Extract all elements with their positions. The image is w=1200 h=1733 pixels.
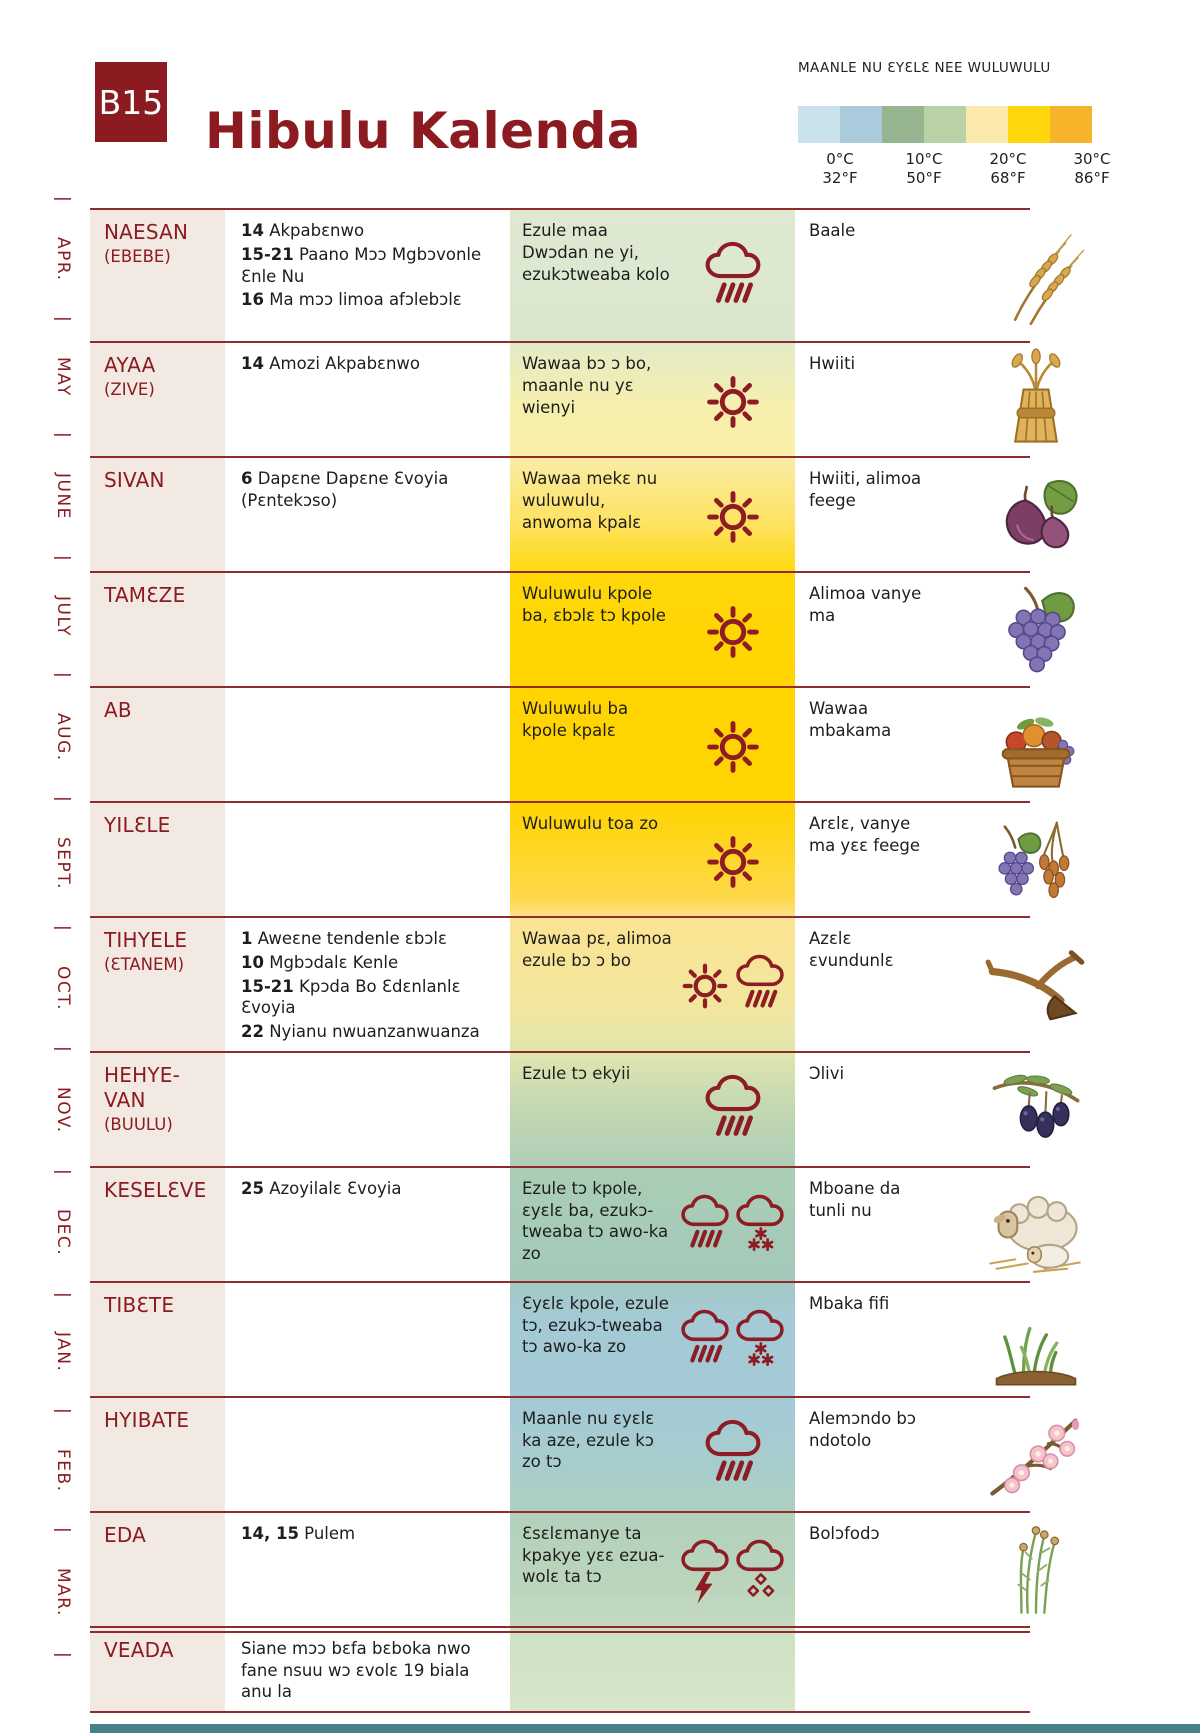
month-name: HYIBATE (104, 1407, 190, 1432)
month-alt-name: (ZIVE) (104, 380, 155, 399)
sprouts-image (984, 1287, 1088, 1391)
weather-cell (510, 1168, 795, 1281)
events-cell (225, 1168, 510, 1281)
side-month-strip (48, 196, 78, 1658)
events-cell (225, 1283, 510, 1396)
side-month-label: FEB. (53, 1448, 73, 1493)
table-row (90, 1628, 1030, 1713)
table-row (90, 1513, 1030, 1628)
month-name: VEADA (104, 1637, 174, 1662)
sheep-image (984, 1172, 1088, 1276)
weather-cell (510, 210, 795, 341)
weather-icons (674, 1178, 791, 1275)
rain-icon (701, 1072, 765, 1150)
month-name: AB (104, 698, 132, 722)
side-month-label: SEPT. (53, 837, 73, 891)
legend-title: MAANLE NU ƐYƐLƐ NEE WULUWULU (798, 60, 1051, 76)
month-cell (90, 918, 225, 1051)
events-cell (225, 1398, 510, 1511)
side-tick: | (53, 196, 73, 202)
produce-cell (795, 343, 1030, 456)
legend-swatch (966, 106, 1008, 143)
events-cell (225, 1513, 510, 1626)
month-alt-name: (ƐTANEM) (104, 955, 185, 974)
side-tick: | (53, 1652, 73, 1658)
month-name: EDA (104, 1522, 146, 1547)
side-tick: | (53, 1291, 73, 1298)
side-tick: | (53, 1527, 73, 1534)
sun-icon (701, 363, 765, 441)
weather-cell (510, 1513, 795, 1626)
events-cell (225, 1053, 510, 1166)
month-cell (90, 1398, 225, 1511)
events-cell (225, 343, 510, 456)
events-cell (225, 803, 510, 916)
legend-tick-label: 20°C 68°F (989, 150, 1027, 187)
weather-description: Wawaa mekɛ nu wuluwulu, anwoma kpalɛ (522, 469, 658, 532)
events-cell (225, 573, 510, 686)
produce-cell (795, 1053, 1030, 1166)
snow-icon (733, 1191, 787, 1261)
month-alt-name: (EBEBE) (104, 247, 171, 266)
weather-icons (674, 220, 791, 335)
produce-description: Alimoa vanye ma (809, 584, 922, 625)
produce-image-wrap (984, 1172, 1088, 1276)
olives-image (984, 1057, 1088, 1161)
sun-icon (701, 823, 765, 901)
weather-cell (510, 1283, 795, 1396)
flax-image (984, 1517, 1088, 1621)
rain-icon (733, 951, 787, 1021)
produce-cell (795, 458, 1030, 571)
legend-swatch (924, 106, 966, 143)
table-row (90, 1053, 1030, 1168)
produce-cell (795, 918, 1030, 1051)
event-item: 16 Ma mɔɔ limoa afɔlebɔlɛ (241, 290, 462, 310)
figs-image (984, 463, 1088, 567)
event-item: 6 Dapɛne Dapɛne Ɛvoyia (Pɛntekɔso) (241, 469, 449, 510)
almond-blossom-image (984, 1402, 1088, 1506)
month-alt-name: (BUULU) (104, 1114, 173, 1134)
side-tick: | (53, 925, 73, 931)
month-cell (90, 803, 225, 916)
weather-cell (510, 1053, 795, 1166)
month-cell (90, 1168, 225, 1281)
table-row (90, 210, 1030, 343)
side-month-label: JULY (53, 595, 73, 637)
produce-cell (795, 1628, 1030, 1711)
weather-description: Wuluwulu ba kpole kpalɛ (522, 699, 629, 740)
table-row (90, 343, 1030, 458)
events-cell (225, 458, 510, 571)
side-tick: | (53, 554, 73, 561)
produce-description: Hwiiti (809, 354, 856, 373)
weather-icons (674, 1408, 791, 1505)
temperature-legend (798, 60, 1111, 192)
weather-icons (674, 1293, 791, 1390)
produce-image-wrap (984, 1287, 1088, 1391)
events-cell (225, 210, 510, 341)
weather-cell (510, 688, 795, 801)
table-row (90, 1168, 1030, 1283)
side-month-label: AUG. (53, 712, 73, 762)
legend-bar (798, 106, 1092, 143)
event-item: 14 Amozi Akpabɛnwo (241, 354, 421, 373)
produce-image-wrap (984, 693, 1088, 797)
side-tick: | (53, 671, 73, 678)
weather-icons (674, 1638, 791, 1705)
produce-cell (795, 1283, 1030, 1396)
weather-description: Ezule tɔ ekyii (522, 1063, 631, 1083)
weather-description: Wuluwulu toa zo (522, 814, 659, 833)
produce-image-wrap (984, 348, 1088, 452)
rain-icon (678, 1306, 732, 1376)
produce-description: Ɔlivi (809, 1063, 845, 1083)
weather-icons (674, 698, 791, 795)
weather-cell (510, 1628, 795, 1711)
weather-description: Ɛyɛlɛ kpole, ezule tɔ, ezukɔ-tweaba tɔ awo-ka zo (522, 1293, 669, 1357)
grapes-dates-image (984, 808, 1088, 912)
produce-cell (795, 210, 1030, 341)
side-month-label: APR. (53, 236, 73, 282)
produce-image-wrap (984, 932, 1088, 1036)
month-cell (90, 210, 225, 341)
side-tick: | (53, 316, 73, 323)
weather-description: Ezule tɔ kpole, ɛyɛlɛ ba, ezukɔ-tweaba tɔ awo-ka zo (522, 1178, 669, 1264)
month-cell (90, 1628, 225, 1711)
weather-description: Wawaa bɔ ɔ bo, maanle nu yɛ wienyi (522, 354, 652, 417)
produce-description: Mboane da tunli nu (809, 1178, 901, 1220)
legend-swatch (1008, 106, 1050, 143)
weather-icons (674, 1063, 791, 1160)
produce-image-wrap (984, 1402, 1088, 1506)
side-tick: | (53, 1046, 73, 1052)
weather-cell (510, 573, 795, 686)
month-name: YILƐLE (104, 813, 171, 837)
weather-description: Wuluwulu kpole ba, ɛbɔlɛ tɔ kpole (522, 584, 666, 625)
month-name: TAMƐZE (104, 583, 186, 607)
fruit-basket-image (984, 693, 1088, 797)
table-row (90, 803, 1030, 918)
weather-icons (674, 813, 791, 910)
produce-description: Baale (809, 221, 856, 240)
month-cell (90, 1283, 225, 1396)
legend-swatch (798, 106, 840, 143)
table-row (90, 573, 1030, 688)
side-month-label: JAN. (53, 1332, 73, 1373)
table-row (90, 688, 1030, 803)
produce-image-wrap (984, 808, 1088, 912)
produce-cell (795, 803, 1030, 916)
weather-icons (674, 468, 791, 565)
table-row (90, 1283, 1030, 1398)
produce-image-wrap (984, 1517, 1088, 1621)
events-cell (225, 688, 510, 801)
produce-description: Azɛlɛ ɛvundunlɛ (809, 929, 894, 970)
rain-icon (678, 1191, 732, 1261)
legend-tick-label: 10°C 50°F (905, 150, 943, 187)
event-item: 10 Mgbɔdalɛ Kenle (241, 952, 399, 972)
side-tick: | (53, 1407, 73, 1414)
hail-icon (733, 1536, 787, 1606)
weather-cell (510, 803, 795, 916)
event-item: 15-21 Paano Mɔɔ Mgbɔvonle Ɛnle Nu (241, 244, 482, 286)
produce-description: Wawaa mbakama (809, 699, 892, 740)
produce-cell (795, 1513, 1030, 1626)
table-row (90, 1398, 1030, 1513)
snow-icon (733, 1306, 787, 1376)
weather-icons (674, 1523, 791, 1620)
legend-swatch (1050, 106, 1092, 143)
produce-cell (795, 1168, 1030, 1281)
month-cell (90, 458, 225, 571)
side-month-label: MAY (53, 357, 73, 398)
weather-icons (674, 583, 791, 680)
sun-icon (678, 951, 732, 1021)
weather-description: Maanle nu ɛyɛlɛ ka aze, ezule kɔ zo tɔ (522, 1408, 655, 1472)
side-month-label: MAR. (53, 1568, 73, 1618)
event-item: Siane mɔɔ bɛfa bɛboka nwo fane nsuu wɔ ɛvolɛ 19 biala anu la (241, 1638, 471, 1702)
produce-cell (795, 1398, 1030, 1511)
side-tick: | (53, 796, 73, 803)
weather-description: Ezule maa Dwɔdan ne yi, ezukɔtweaba kolo (522, 221, 670, 284)
event-item: 14 Akpabɛnwo (241, 221, 365, 240)
produce-description: Arɛlɛ, vanye ma yɛɛ feege (809, 814, 921, 855)
side-tick: | (53, 432, 73, 438)
rain-icon (701, 1417, 765, 1495)
month-cell (90, 688, 225, 801)
month-name: HEHYE-VAN (104, 1062, 180, 1112)
events-cell (225, 918, 510, 1051)
footer-bar (90, 1724, 1200, 1733)
grapes-image (984, 578, 1088, 682)
sun-icon (701, 593, 765, 671)
produce-description: Bolɔfodɔ (809, 1523, 880, 1543)
table-row (90, 458, 1030, 573)
month-cell (90, 1053, 225, 1166)
legend-tick-label: 30°C 86°F (1073, 150, 1111, 187)
badge-label: B15 (98, 82, 164, 122)
publication-badge (95, 62, 167, 142)
month-name: AYAA (104, 353, 156, 377)
side-month-label: NOV. (53, 1086, 73, 1134)
weather-description: Ɛsɛlɛmanye ta kpakye yɛɛ ezua-wolɛ ta tɔ (522, 1523, 665, 1587)
rain-icon (701, 239, 765, 317)
produce-description: Hwiiti, alimoa feege (809, 469, 922, 510)
produce-image-wrap (984, 463, 1088, 567)
sun-icon (701, 708, 765, 786)
month-cell (90, 343, 225, 456)
weather-cell (510, 458, 795, 571)
weather-cell (510, 1398, 795, 1511)
event-item: 22 Nyianu nwuanzanwuanza (241, 1022, 480, 1042)
side-tick: | (53, 1168, 73, 1175)
weather-description (522, 1638, 674, 1705)
event-item: 15-21 Kpɔda Bo Ɛdɛnlanlɛ Ɛvoyia (241, 976, 461, 1018)
weather-icons (674, 353, 791, 450)
produce-cell (795, 688, 1030, 801)
event-item: 14, 15 Pulem (241, 1523, 356, 1543)
legend-swatch (840, 106, 882, 143)
events-cell (225, 1628, 510, 1711)
page-title: Hibulu Kalenda (205, 101, 642, 160)
weather-cell (510, 918, 795, 1051)
side-month-label: DEC. (53, 1209, 73, 1257)
barley-image (984, 224, 1088, 328)
table-row (90, 918, 1030, 1053)
month-name: KESELƐVE (104, 1177, 207, 1202)
month-name: NAESAN (104, 220, 189, 244)
event-item: 25 Azoyilalɛ Ɛvoyia (241, 1178, 402, 1198)
produce-image-wrap (984, 1057, 1088, 1161)
produce-image-wrap (984, 578, 1088, 682)
sun-icon (701, 478, 765, 556)
month-name: TIBƐTE (104, 1292, 175, 1317)
legend-swatch (882, 106, 924, 143)
sheaf-image (984, 348, 1088, 452)
month-name: TIHYELE (104, 928, 188, 952)
produce-description: Mbaka fifi (809, 1293, 890, 1313)
thunder-icon (678, 1536, 732, 1606)
weather-cell (510, 343, 795, 456)
produce-image-wrap (984, 224, 1088, 328)
side-month-label: JUNE (53, 472, 73, 520)
month-cell (90, 1513, 225, 1626)
weather-icons (674, 928, 791, 1045)
plow-image (984, 932, 1088, 1036)
calendar-table (90, 208, 1030, 1713)
weather-description: Wawaa pɛ, alimoa ezule bɔ ɔ bo (522, 929, 672, 970)
month-name: SIVAN (104, 468, 165, 492)
month-cell (90, 573, 225, 686)
event-item: 1 Aweɛne tendenle ɛbɔlɛ (241, 929, 447, 948)
produce-description: Alemɔndo bɔ ndotolo (809, 1408, 916, 1450)
legend-tick-label: 0°C 32°F (822, 150, 858, 187)
legend-ticks (798, 150, 1111, 192)
side-month-label: OCT. (53, 966, 73, 1012)
produce-cell (795, 573, 1030, 686)
